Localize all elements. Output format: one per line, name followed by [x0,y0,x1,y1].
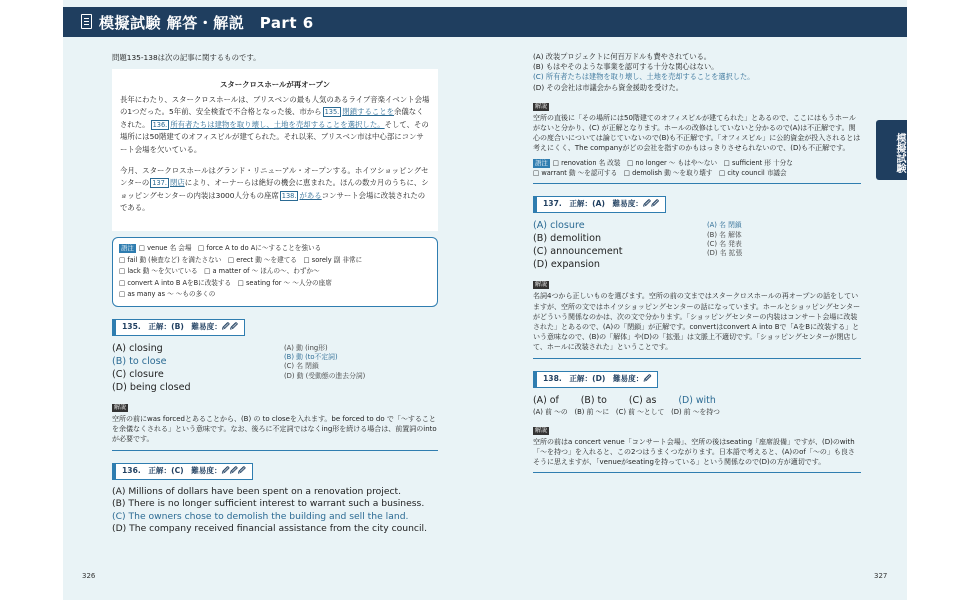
blank-135: 135. [324,108,340,117]
article-title: スタークロスホールが再オープン [219,80,331,89]
article-paragraph-1: 長年にわたり、スタークロスホールは、ブリスベンの最も人気のあるライブ音楽イベント会場の1つだった。5年前、安全検査で不合格となった後、市から 135. 閉鎖することを余儀なくされた。 136. 所有者たちは建物を取り壊し、土地を売却することを選択した。そして、その場所には50階建てのオフィスビルが建てられた。それ以来、ブリスベン市は中心部にコンサート会場を欠いている。 [120,94,430,154]
right-column [533,52,861,473]
q136-vocab: 語注 □ renovation 名 改装 □ no longer ～ もはや～ない □ sufficient 形 十分な □ warrant 動 ～を認可する □ demolish 動 ～を取り壊す □ city council 市議会 [533,158,793,178]
vocab-box [112,237,438,307]
divider [533,183,861,184]
q136-translations: (A) 改装プロジェクトに何百万ドルも費やされている。 (B) もはやそのような事業を認可する十分な関心はない。 (C) 所有者たちは建物を取り壊し、土地を売却することを選択した。 (D) その会社は市議会から資金援助を受けた。 [533,52,755,92]
q136-choices [112,486,438,536]
q135-header: 135. 正解：(B) 難易度：🖉🖉 [112,319,245,336]
choice-a: (A) closure [533,220,585,232]
choice-a: (A) Millions of dollars have been spent on a renovation project. [112,485,402,497]
q135-translations: (A) 動 (ing形) (B) 動 (to不定詞) (C) 名 閉鎖 (D) 動 (受動態の進去分詞) [284,343,366,380]
choice-c: (C) as [628,394,657,406]
blank-136: 136. [152,120,168,129]
blank-137: 137. [152,179,167,188]
q138-header: 138. 正解：(D) 難易度：🖉 [533,371,658,388]
choice-c: (C) closure [112,368,164,380]
blank-138: 138. [281,191,297,200]
q136-header: 136. 正解：(C) 難易度：🖉🖉🖉 [112,463,253,480]
section-header [63,7,907,37]
q136-explanation: 空所の直後に「その場所には50階建てのオフィスビルが建てられた」とあるので、ここにはもうホールがないと分かり、(C) が正解となります。ホールの改修はしていないと分かるので(A)は不正解です。関心の度合いについては論じていないので(B)も不正解です。「オフィスビル」に公的資金が投入されるとは考えにくく、The companyがどの会社を指すのかもはっきりさせられないので、(D)も不正解です。 [533,113,861,153]
q137-body [533,219,861,271]
divider [112,450,438,451]
section-title: 模擬試験 解答・解説 Part 6 [99,14,314,32]
choice-b: (B) to [580,394,607,406]
divider [533,358,861,359]
divider [533,472,861,473]
q137-explanation: 名詞4つから正しいものを選びます。空所の前の文まではスタークロスホールの再オープンの話をしていますが、空所の文ではホイツショッピングセンターの話になっています。ホールとショッピングセンターがどういう関係なのかは、次の文で分かります。「ショッピングセンターの内装はコンサート会場に改装された」とあるので、(A)の「閉鎖」が正解です。convertはconvert A into Bで「AをBに改装する」という意味なので、(B)の「解体」や(D)の「拡張」は文脈上不適切です。「ショッピングセンターが閉店して、ホールに改装された」ということです。 [533,292,861,352]
vocab-tag: 語注 [121,243,134,252]
document-icon [81,14,92,29]
vocab-line: □ fail 動 (検査など) を満たさない □ erect 動 ～を建てる □ sorely 副 非常に [119,255,363,264]
vocab-line: □ as many as ～ ～もの多くの [119,290,216,299]
page-number-right: 327 [874,572,888,580]
explanation-tag: 解説 [535,102,548,110]
vocab-line: 語注 □ venue 名 会場 □ force A to do Aに～することを強いる [121,243,322,252]
left-column [112,52,438,536]
choice-b: (B) There is no longer sufficient interest to warrant such a business. [112,498,425,510]
q137-choices [533,219,861,271]
q138-explanation: 空所の前はa concert venue「コンサート会場」、空所の後はseating「座席設備」ですが、(D)のwith「～を持つ」を入れると、この2つはうまくつながります。日本語で考えると、(A)のof「～の」も良さそうに思えますが、「venueがseatingを持っている」という関係なので(D)の方が適切です。 [533,437,855,467]
q135-choices [112,342,438,394]
choice-c: (C) The owners chose to demolish the building and sell the land. [112,510,409,522]
choice-c: (C) announcement [533,246,623,258]
choice-a: (A) closing [112,342,163,354]
vocab-tag: 語注 [535,158,548,167]
q135-body [112,342,438,394]
choice-d: (D) The company received financial assistance from the city council. [112,523,428,535]
choice-d: (D) expansion [533,259,600,271]
choice-b: (B) to close [112,355,167,367]
side-tab: 模擬試験 [876,120,907,180]
explanation-tag: 解説 [535,426,548,434]
choice-d: (D) with [678,394,716,406]
q135-explanation: 空所の前にwas forcedとあることから、(B) の to closeを入れます。be forced to do で「～することを余儀なくされる」という意味です。なお、後ろに不定詞ではなくing形を続ける場合は、前置詞のintoが必要です。 [112,414,437,444]
q137-translations: (A) 名 閉鎖 (B) 名 解体 (C) 名 発表 (D) 名 拡張 [707,221,743,258]
explanation-tag: 解説 [535,281,548,289]
choice-a: (A) of [533,394,559,406]
q138-choices [533,394,861,407]
q137-header: 137. 正解：(A) 難易度：🖉🖉 [533,196,666,213]
vocab-line: □ convert A into B AをBに改装する □ seating for ～ ～人分の座席 [119,278,332,287]
q138-translations: (A) 前 ～の (B) 前 ～に (C) 前 ～として (D) 前 ～を持つ [533,407,720,416]
explanation-tag: 解説 [114,403,127,411]
article-box [112,69,438,231]
choice-d: (D) being closed [112,381,191,393]
page-number-left: 326 [82,572,96,580]
article-paragraph-2: 今月、スタークロスホールはグランド・リニューアル・オープンする。ホイツショッピングセンターの 137. 閉店により、オーナーらは絶好の機会に恵まれた。ほんの数カ月のうちに、ショッピングセンターの内装は3000人分もの座席 138. があるコンサート会場に改装されたのである。 [120,165,429,213]
vocab-line: □ lack 動 ～を欠いている □ a matter of ～ ほんの～、わずか～ [119,267,320,276]
choice-b: (B) demolition [533,233,602,245]
question-intro: 問題135-138は次の記事に関するものです。 [112,53,261,62]
